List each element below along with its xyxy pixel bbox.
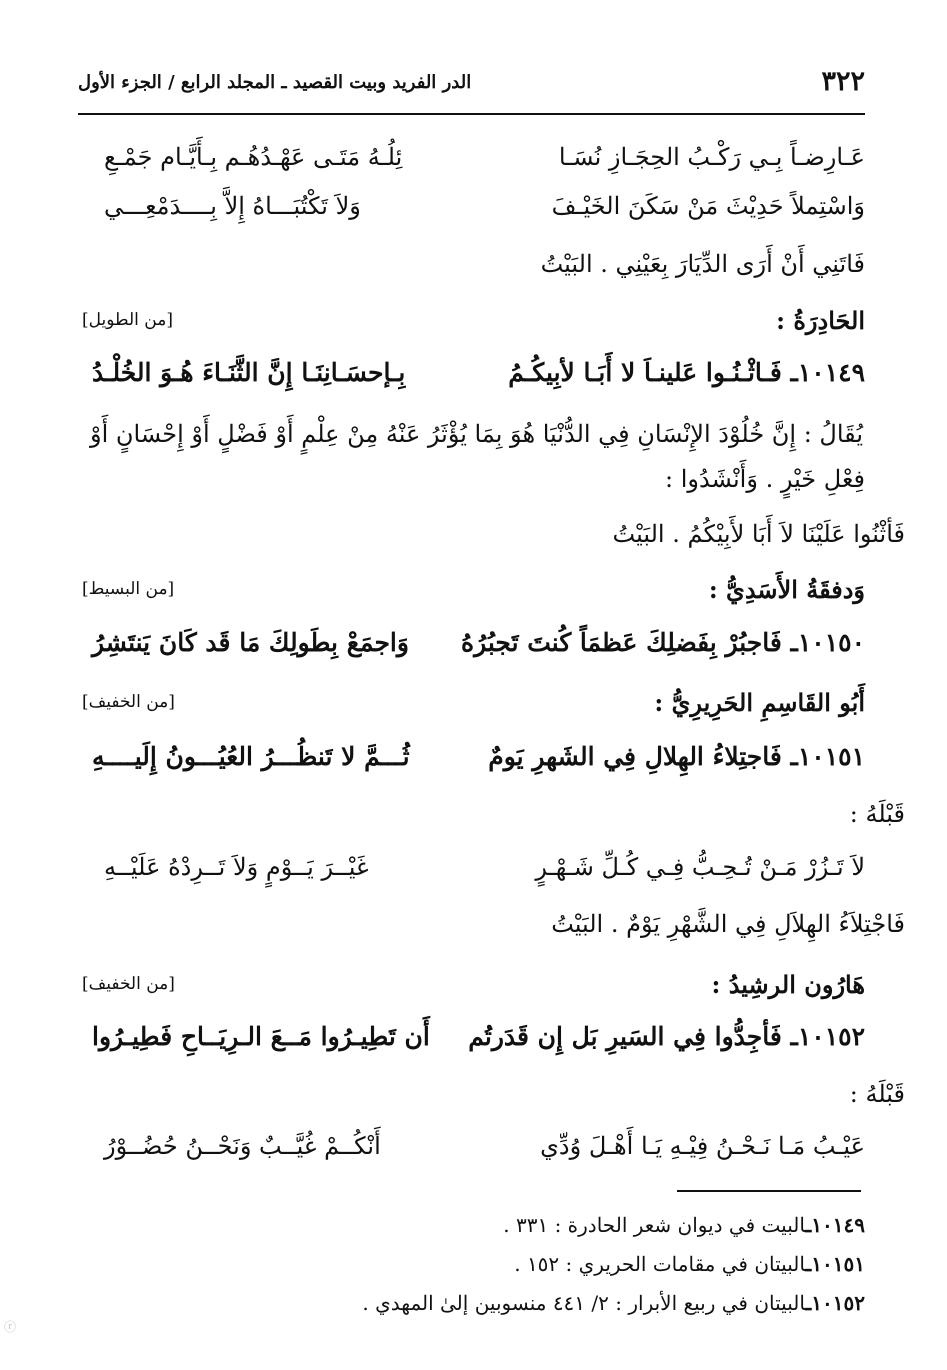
verse-second-hemistich: أَنْكُــمْ غُيَّــبٌ وَنَحْــنُ حُضُــوْرُ [104, 1132, 381, 1160]
poet-name: وَدفقَةُ الأَسَدِيُّ : [708, 575, 865, 604]
poet-heading [82, 688, 865, 724]
poet-name: هَارُون الرشِيدُ : [711, 970, 865, 999]
footnote [82, 1252, 865, 1276]
verse-second-hemistich: ثُـــمَّ لا تَنظُـــرُ العُيُـــونُ إِلَيــــهِ [92, 742, 410, 771]
poet-heading [82, 575, 865, 611]
prose-line: يُقَالُ : إِنَّ خُلُوْدَ الإِنْسَانِ فِي الدُّنْيَا هُوَ بِمَا يُؤْثَرُ عَنْهُ مِنْ عِلْمٍ أَوْ فَضْلٍ أَوْ إِحْسَانٍ أَوْ [90, 420, 863, 448]
verse-first-hemistich: ١٠١٥١ـ فَاجتِلاءُ الهِلالِ فِي الشَهرِ يَومٌ [488, 742, 865, 771]
numbered-verse [82, 1022, 865, 1062]
verse-second-hemistich: بِـإحسَـانِنَـا إِنَّ الثَّنَـاءَ هُـوَ الخُلْـدُ [92, 358, 406, 387]
prose-line: فَاجْتِلاَءُ الهِلاَلِ فِي الشَّهْرِ يَوْمٌ . البَيْتُ [551, 910, 905, 938]
verse-line [82, 143, 865, 183]
footnote-number: ١٠١٥٢ـ [805, 1291, 865, 1315]
verse-second-hemistich: وَلاَ تَكْتُبَـــاهُ إِلاَّ بِــــدَمْعِـــي [104, 192, 361, 220]
verse-second-hemistich: أَن تَطِيـرُوا مَــعَ الـرِيَــاحِ فَطِيـرُوا [92, 1022, 430, 1051]
verse-line [82, 1132, 865, 1172]
poet-heading [82, 970, 865, 1006]
prose-line: فَاتَنِي أَنْ أَرَى الدِّيَارَ بِعَيْنِي . البَيْتُ [540, 250, 865, 278]
verse-first-hemistich: وَاسْتِملاً حَدِيْثَ مَنْ سَكَنَ الخَيْـفَ [551, 192, 865, 220]
footnote-rule [677, 1190, 861, 1192]
page-number: ٣٢٢ [821, 66, 865, 97]
meter-label: [من الخفيف] [82, 974, 175, 994]
prose-line: فَأثْنُوا عَلَيْنَا لاَ أَبَا لأَبِيْكُمُ . البَيْتُ [612, 520, 905, 548]
verse-first-hemistich: ١٠١٥٢ـ فَأجِدُّوا فِي السَيرِ بَل إِن قَدَرتُم [468, 1022, 865, 1051]
footnote-text: البيت في ديوان شعر الحادرة : ٣٣١ . [503, 1213, 806, 1237]
verse-second-hemistich: وَاجمَعْ بِطَولِكَ مَا قَد كَانَ يَنتَشِرُ [92, 628, 409, 657]
footnote-text: البيتان في مقامات الحريري : ١٥٢ . [514, 1252, 806, 1276]
verse-first-hemistich: عَـارِضـاً بِـي رَكْـبُ الحِجَـازِ نُسَـا [558, 143, 865, 171]
verse-first-hemistich: ١٠١٤٩ـ فَـاثْـنُـوا عَلينـاَ لا أَبَـا لأبِيكُـمُ [508, 358, 865, 387]
footnote [82, 1291, 865, 1315]
verse-first-hemistich: ١٠١٥٠ـ فَاجبُرْ بِفَضلِكَ عَظمَاً كُنتَ تَجبُرُهُ [461, 628, 865, 657]
numbered-verse [82, 742, 865, 782]
verse-line [82, 192, 865, 232]
footnote [82, 1213, 865, 1237]
verse-first-hemistich: لاَ تَـزُرْ مَـنْ تُـحِـبُّ فِـي كُـلِّ شَـهْـرٍ [535, 853, 865, 881]
prose-line: فِعْلِ خَيْرٍ . وَأَنْشَدُوا : [665, 465, 865, 493]
meter-label: [من البسيط] [82, 579, 175, 599]
prose-line: قَبْلَهُ : [849, 1080, 905, 1108]
footnote-number: ١٠١٤٩ـ [805, 1213, 865, 1237]
poet-name: أَبُو القَاسِمِ الحَرِيرِيُّ : [654, 688, 865, 717]
numbered-verse [82, 358, 865, 398]
page-header [78, 66, 865, 106]
verse-first-hemistich: عَيْـبُ مَـا نَـحْـنُ فِيْـهِ يَـا أَهْـلَ وُدِّي [540, 1132, 865, 1160]
scan-mark: ⓡ [4, 1320, 17, 1334]
footnote-number: ١٠١٥١ـ [805, 1252, 865, 1276]
meter-label: [من الخفيف] [82, 692, 175, 712]
meter-label: [من الطويل] [82, 310, 173, 330]
footnote-text: البيتان في ربيع الأبرار : ٢/ ٤٤١ منسوبين إلىٰ المهدي . [362, 1291, 806, 1315]
running-title: الدر الفريد وبيت القصيد ـ المجلد الرابع / الجزء الأول [78, 72, 472, 93]
verse-line [82, 853, 865, 893]
poet-name: الحَادِرَةُ : [776, 306, 865, 335]
numbered-verse [82, 628, 865, 668]
header-rule [78, 113, 865, 115]
poet-heading [82, 306, 865, 342]
verse-second-hemistich: ئِلُـهُ مَتَـى عَهْـدُهُـم بِـأَيَّـام جَمْـعِ [104, 143, 403, 171]
verse-second-hemistich: غَيْــرَ يَــوْمٍ وَلاَ تَــرِدْهُ عَلَيْــهِ [104, 853, 369, 881]
prose-line: قَبْلَهُ : [849, 800, 905, 828]
